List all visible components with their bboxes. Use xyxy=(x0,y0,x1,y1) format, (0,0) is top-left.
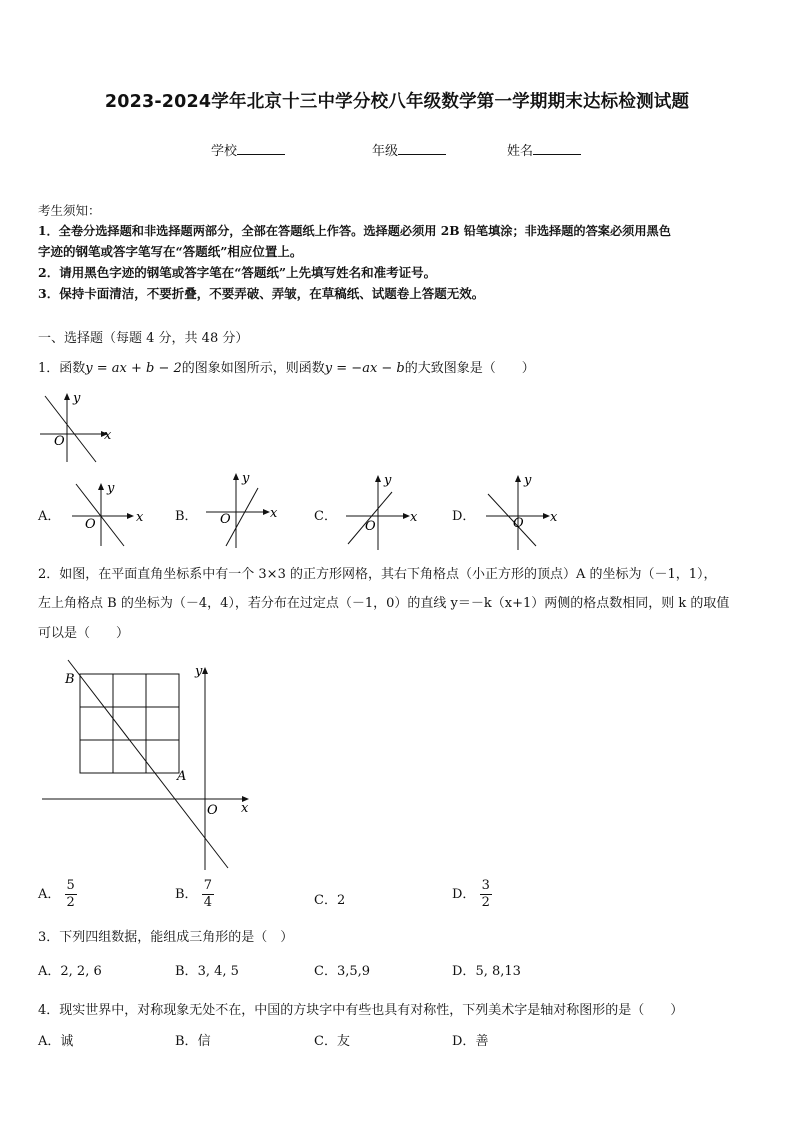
page-title: 2023-2024学年北京十三中学分校八年级数学第一学期期末达标检测试题 xyxy=(104,92,690,112)
q1d-origin: O xyxy=(513,516,524,531)
question-1-stem xyxy=(38,357,535,376)
q2-option-a[interactable] xyxy=(38,878,77,911)
question-2-line-1: 2．如图，在平面直角坐标系中有一个 3×3 的正方形网格，其右下角格点（小正方形的顶点）A 的坐标为（－1，1）， xyxy=(38,567,717,582)
q2-grid-figure xyxy=(38,652,268,877)
q1-option-c-graph[interactable] xyxy=(340,470,426,552)
q2-option-c[interactable] xyxy=(314,889,345,908)
grade-blank xyxy=(398,142,446,155)
q1a-axis-x: x xyxy=(136,510,144,525)
q1-option-d-graph[interactable] xyxy=(482,470,568,552)
q2-option-a-label: A． xyxy=(38,887,61,902)
q2-option-c-label: C． xyxy=(314,893,337,908)
name-field xyxy=(507,140,581,159)
notice-item-3: 3．保持卡面清洁，不要折叠，不要弄破、弄皱，在草稿纸、试题卷上答题无效。 xyxy=(38,286,485,301)
school-field xyxy=(211,140,285,159)
q4-option-b[interactable]: B．信 xyxy=(175,1034,211,1049)
q3-option-a[interactable]: A．2, 2, 6 xyxy=(38,964,102,979)
q4-option-d[interactable]: D．善 xyxy=(452,1034,489,1049)
q1a-axis-y: y xyxy=(107,481,115,496)
q2-option-b-label: B． xyxy=(175,887,198,902)
q1-option-a-label[interactable]: A． xyxy=(38,509,61,524)
grade-field xyxy=(372,140,446,159)
notice-heading: 考生须知： xyxy=(38,203,101,218)
q1b-axis-x: x xyxy=(270,506,278,521)
name-label: 姓名 xyxy=(507,144,534,159)
q1-origin: O xyxy=(54,434,65,449)
q1-option-b-graph[interactable] xyxy=(200,468,286,552)
q1b-axis-y: y xyxy=(242,471,250,486)
q2-grid xyxy=(80,674,179,773)
name-blank xyxy=(533,142,581,155)
q1-prefix: 1．函数 xyxy=(38,361,86,376)
q2-label-a: A xyxy=(177,769,187,784)
q4-option-c[interactable]: C．友 xyxy=(314,1034,350,1049)
q2-option-b-fraction: $\frac{7}{4}$ xyxy=(203,878,212,910)
q1-mid: 的图象如图所示，则函数 xyxy=(181,361,325,376)
notice-item-1a: 1．全卷分选择题和非选择题两部分，全部在答题纸上作答。选择题必须用 2B 铅笔填涂；非选择题的答案必须用黑色 xyxy=(38,224,671,238)
q2-label-x: x xyxy=(241,801,249,816)
q1-formula-2: y = −ax − b xyxy=(324,361,405,376)
school-label: 学校 xyxy=(211,144,238,159)
q2-option-d-fraction: $\frac{3}{2}$ xyxy=(481,878,490,910)
question-4-stem: 4．现实世界中，对称现象无处不在，中国的方块字中有些也具有对称性，下列美术字是轴对称图形的是（ ） xyxy=(38,1003,684,1018)
notice-item-1b: 字迹的钢笔或答字笔写在“答题纸”相应位置上。 xyxy=(38,244,303,259)
q2-label-y: y xyxy=(195,664,203,679)
q3-option-d[interactable]: D．5, 8,13 xyxy=(452,964,521,979)
q1-suffix: 的大致图象是（ ） xyxy=(404,361,535,376)
q1d-axis-x: x xyxy=(550,510,558,525)
q1-option-d-label[interactable]: D． xyxy=(452,509,476,524)
school-blank xyxy=(237,142,285,155)
question-2-line-2: 左上角格点 B 的坐标为（－4，4），若分布在过定点（－1，0）的直线 y＝－k（x+1）两侧的格点数相同，则 k 的取值 xyxy=(38,596,730,611)
q2-option-a-fraction: $\frac{5}{2}$ xyxy=(66,878,75,910)
q1c-origin: O xyxy=(365,519,376,534)
section-heading: 一、选择题（每题 4 分，共 48 分） xyxy=(38,331,249,346)
q1-main-graph xyxy=(36,388,126,468)
q2-option-c-value: 2 xyxy=(336,893,346,908)
q2-option-d-label: D． xyxy=(452,887,476,902)
notice-item-2: 2．请用黑色字迹的钢笔或答字笔在“答题纸”上先填写姓名和准考证号。 xyxy=(38,265,437,280)
q1-option-a-graph[interactable] xyxy=(66,478,152,552)
q4-option-a[interactable]: A．诚 xyxy=(38,1034,74,1049)
q1-axis-y: y xyxy=(73,391,81,406)
q3-option-c[interactable]: C．3,5,9 xyxy=(314,964,371,979)
q1d-axis-y: y xyxy=(524,473,532,488)
grade-label: 年级 xyxy=(372,144,399,159)
q1c-axis-x: x xyxy=(410,510,418,525)
q2-label-o: O xyxy=(207,803,218,818)
q1-formula-1: y = ax + b − 2 xyxy=(85,361,182,376)
q1a-origin: O xyxy=(85,517,96,532)
q2-line xyxy=(68,660,228,868)
q1-option-b-label[interactable]: B． xyxy=(175,509,198,524)
q2-label-b: B xyxy=(65,672,75,687)
q3-option-b[interactable]: B．3, 4, 5 xyxy=(175,964,239,979)
q2-option-d[interactable] xyxy=(452,878,492,911)
question-3-stem: 3．下列四组数据，能组成三角形的是（ ） xyxy=(38,930,294,945)
q2-option-b[interactable] xyxy=(175,878,214,911)
question-2-line-3: 可以是（ ） xyxy=(38,626,130,641)
q1c-axis-y: y xyxy=(384,473,392,488)
q1-option-c-label[interactable]: C． xyxy=(314,509,337,524)
q1b-origin: O xyxy=(220,512,231,527)
q1-axis-x: x xyxy=(104,428,112,443)
